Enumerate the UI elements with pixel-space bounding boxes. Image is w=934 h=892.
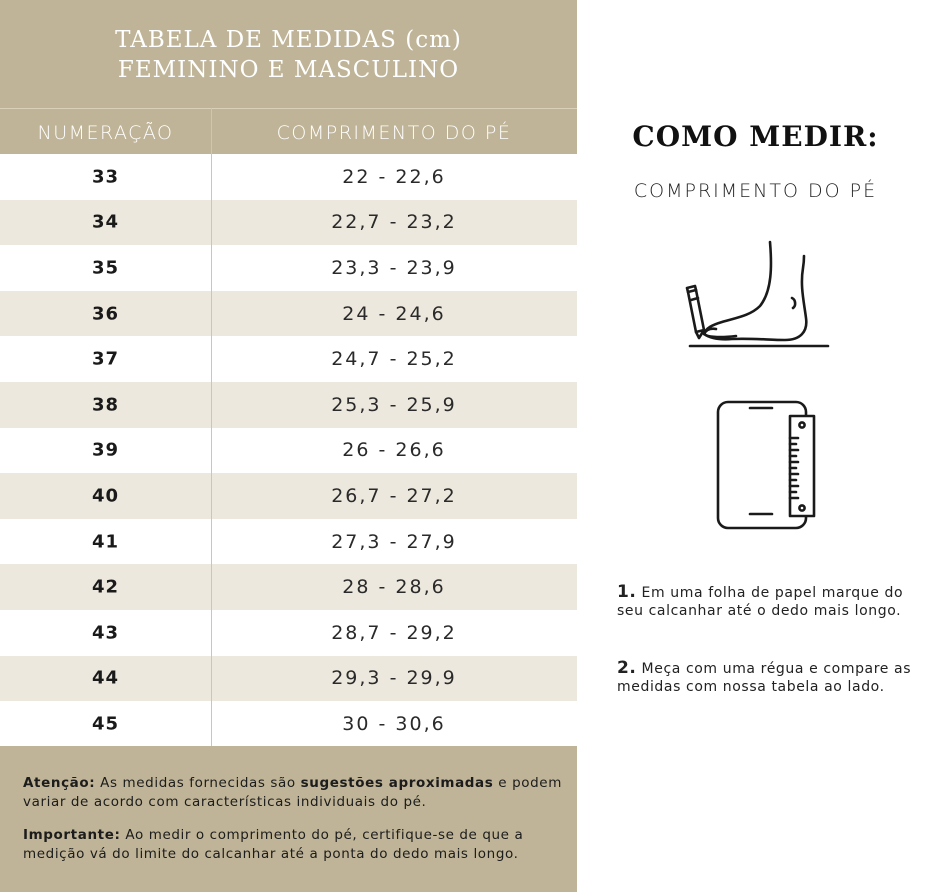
table-title-line1: TABELA DE MEDIDAS (cm) bbox=[115, 27, 462, 53]
length-cell: 28 - 28,6 bbox=[342, 576, 446, 599]
size-cell: 34 bbox=[91, 211, 120, 233]
table-row bbox=[0, 336, 577, 382]
column-divider bbox=[211, 108, 212, 746]
table-row bbox=[0, 473, 577, 519]
size-cell: 44 bbox=[91, 667, 120, 689]
size-cell: 33 bbox=[91, 166, 120, 188]
attention-note: Atenção: As medidas fornecidas são sugestões aproximadas e podem variar de acordo com características individuais do pé. bbox=[23, 775, 562, 810]
table-row bbox=[0, 154, 577, 200]
size-cell: 36 bbox=[91, 303, 120, 325]
table-row bbox=[0, 656, 577, 702]
length-cell: 24,7 - 25,2 bbox=[331, 348, 457, 371]
size-cell: 38 bbox=[91, 394, 120, 416]
column-header-size: NUMERAÇÃO bbox=[37, 122, 174, 144]
size-cell: 39 bbox=[91, 439, 120, 461]
table-title-line2: FEMININO E MASCULINO bbox=[117, 57, 460, 83]
length-cell: 27,3 - 27,9 bbox=[331, 530, 457, 553]
table-footer-notes bbox=[0, 746, 577, 892]
table-header-row bbox=[0, 108, 577, 154]
length-cell: 28,7 - 29,2 bbox=[331, 621, 457, 644]
size-cell: 41 bbox=[91, 531, 120, 553]
table-row bbox=[0, 382, 577, 428]
table-row bbox=[0, 519, 577, 565]
length-cell: 22 - 22,6 bbox=[342, 165, 446, 188]
length-cell: 30 - 30,6 bbox=[342, 712, 446, 735]
table-row bbox=[0, 428, 577, 474]
table-row bbox=[0, 610, 577, 656]
size-cell: 37 bbox=[91, 348, 120, 370]
table-row bbox=[0, 291, 577, 337]
howto-step-2: 2. Meça com uma régua e compare as medidas com nossa tabela ao lado. bbox=[617, 658, 912, 695]
howto-subtitle: COMPRIMENTO DO PÉ bbox=[633, 180, 878, 202]
tablet-ruler-icon bbox=[710, 398, 822, 532]
size-cell: 43 bbox=[91, 622, 120, 644]
table-row bbox=[0, 245, 577, 291]
size-cell: 40 bbox=[91, 485, 120, 507]
table-title-box bbox=[0, 0, 577, 108]
size-cell: 45 bbox=[91, 713, 120, 735]
size-cell: 42 bbox=[91, 576, 120, 598]
length-cell: 24 - 24,6 bbox=[342, 302, 446, 325]
length-cell: 26,7 - 27,2 bbox=[331, 484, 457, 507]
size-cell: 35 bbox=[91, 257, 120, 279]
howto-step-1: 1. Em uma folha de papel marque do seu calcanhar até o dedo mais longo. bbox=[617, 582, 904, 619]
length-cell: 25,3 - 25,9 bbox=[331, 393, 457, 416]
length-cell: 26 - 26,6 bbox=[342, 439, 446, 462]
column-header-length: COMPRIMENTO DO PÉ bbox=[276, 122, 512, 144]
table-row bbox=[0, 564, 577, 610]
length-cell: 22,7 - 23,2 bbox=[331, 211, 457, 234]
important-note: Importante: Ao medir o comprimento do pé, certifique-se de que a medição vá do limite do calcanhar até a ponta do dedo mais longo. bbox=[23, 827, 524, 862]
foot-pencil-icon bbox=[680, 236, 840, 352]
howto-title: COMO MEDIR: bbox=[632, 120, 879, 153]
table-row bbox=[0, 200, 577, 246]
table-body bbox=[0, 154, 577, 747]
table-row bbox=[0, 701, 577, 747]
length-cell: 23,3 - 23,9 bbox=[331, 256, 457, 279]
length-cell: 29,3 - 29,9 bbox=[331, 667, 457, 690]
